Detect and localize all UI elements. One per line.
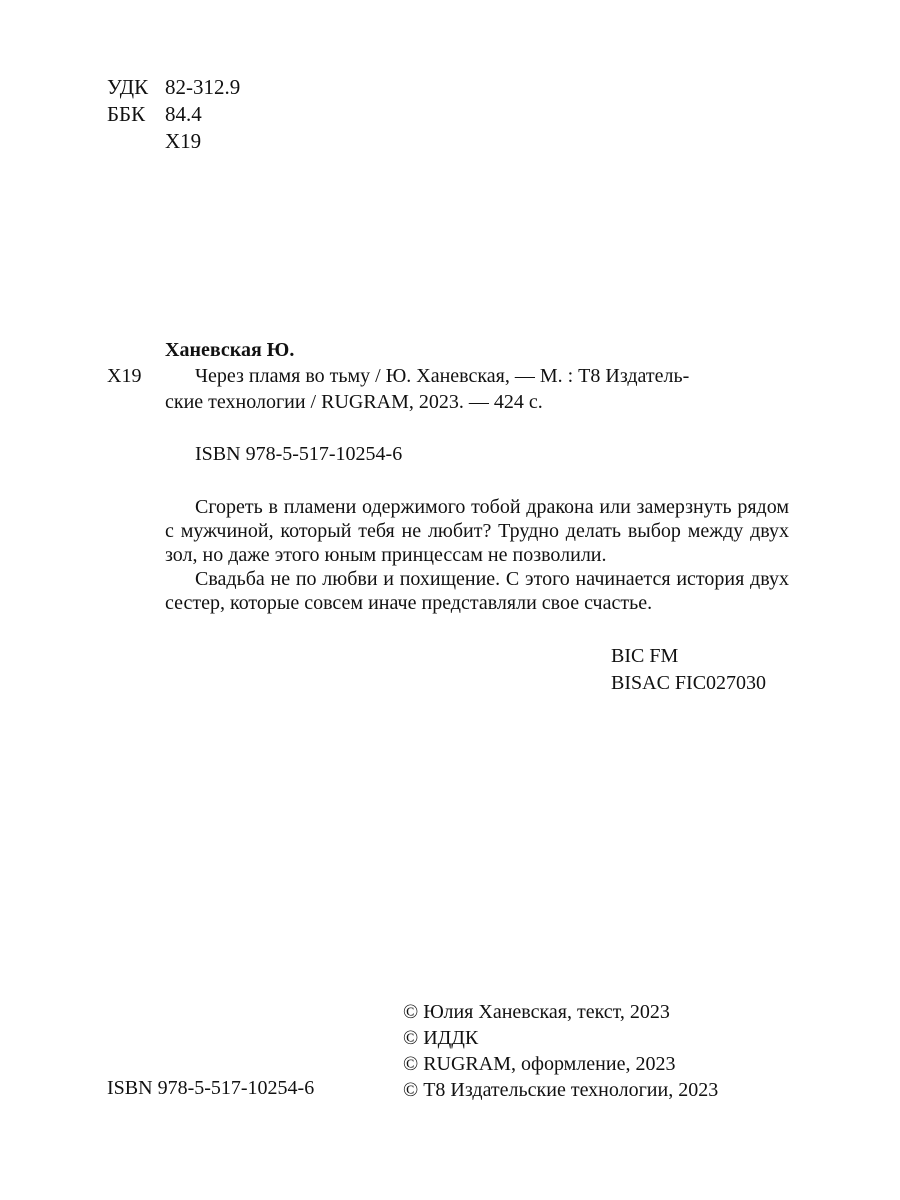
- copyright-line-rugram: © RUGRAM, оформление, 2023: [403, 1053, 676, 1075]
- isbn-bottom: ISBN 978-5-517-10254-6: [107, 1077, 315, 1099]
- bbk-label: ББК: [107, 102, 146, 126]
- copyright-block: [403, 999, 718, 1103]
- copyright-line-iddk: © ИДДК: [403, 1027, 479, 1049]
- annotation-paragraph-1: Сгореть в пламени одержимого тобой дракона или замерзнуть рядом с мужчиной, который тебя не любит? Трудно делать выбор между двух зол, но даже этого юным принцессам не позволили.: [165, 496, 789, 566]
- classification-block: [107, 74, 240, 155]
- bibliographic-description-line2: ские технологии / RUGRAM, 2023. — 424 с.: [165, 391, 543, 413]
- isbn-top: ISBN 978-5-517-10254-6: [195, 443, 403, 465]
- bbk-row: [107, 101, 240, 128]
- author-sign-row: [107, 128, 240, 155]
- author-sign: Х19: [165, 129, 202, 153]
- annotation-paragraph-2: Свадьба не по любви и похищение. С этого начинается история двух сестер, которые совсем иначе представляли свое счастье.: [165, 568, 789, 614]
- annotation-block: [165, 495, 789, 615]
- author-name: Ханевская Ю.: [165, 339, 295, 361]
- bisac-code: BISAC FIC027030: [611, 672, 767, 694]
- udk-label: УДК: [107, 75, 149, 99]
- bibliographic-entry: [107, 363, 788, 415]
- catalog-code: Х19: [107, 365, 142, 387]
- bic-code: BIC FM: [611, 645, 679, 667]
- copyright-line-author: © Юлия Ханевская, текст, 2023: [403, 1001, 670, 1023]
- udk-value: 82-312.9: [165, 75, 241, 99]
- catalog-entry: [107, 337, 788, 415]
- copyright-line-t8: © Т8 Издательские технологии, 2023: [403, 1079, 719, 1101]
- bibliographic-description-line1: Через пламя во тьму / Ю. Ханевская, — М. : Т8 Издатель-: [195, 365, 690, 387]
- udk-row: [107, 74, 240, 101]
- subject-codes-block: [611, 643, 766, 697]
- bbk-value: 84.4: [165, 102, 202, 126]
